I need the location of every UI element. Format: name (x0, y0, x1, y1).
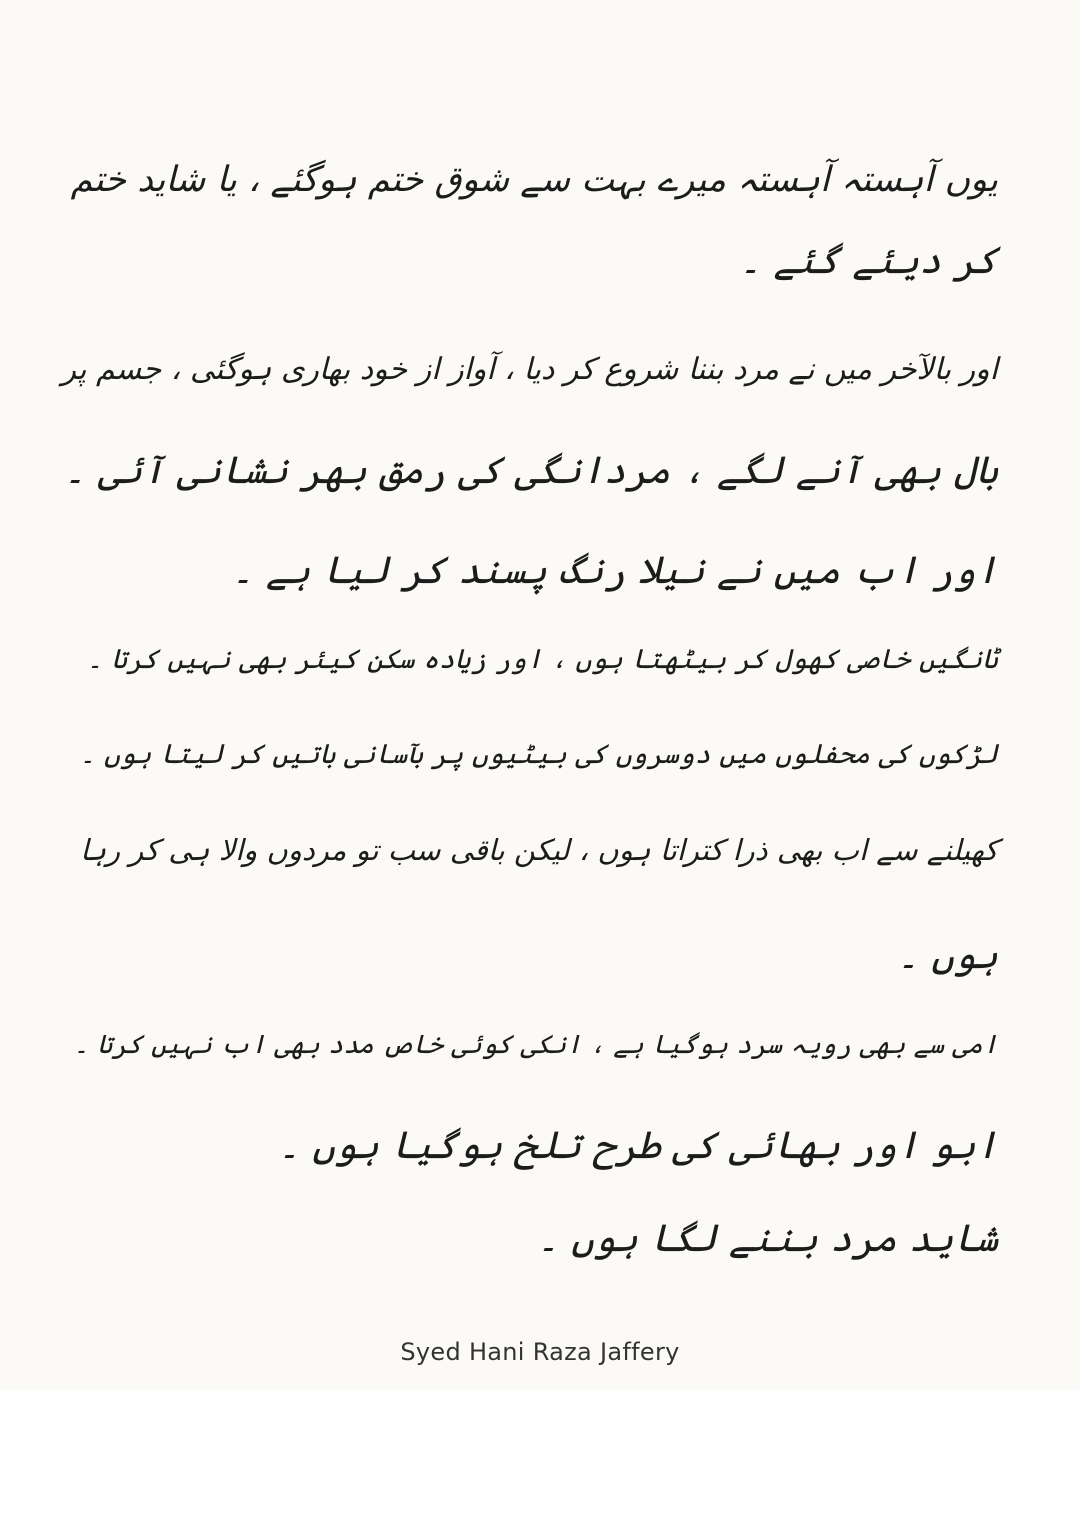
poem-line-7: لڑکوں کی محفلوں میں دوسروں کی بیٹیوں پر بآسانی باتیں کر لیتا ہوں ۔ (79, 739, 998, 770)
poem-line-8: کھیلنے سے اب بھی ذرا کتراتا ہوں ، لیکن باقی سب تو مردوں والا ہی کر رہا (80, 833, 998, 867)
poem-line-4: بال بھی آنے لگے ، مردانگی کی رمق بھر نشانی آئی ۔ (63, 448, 998, 492)
poem-line-9: ہوں ۔ (896, 933, 998, 977)
poem-line-1: یوں آہستہ آہستہ میرے بہت سے شوق ختم ہوگئے ، یا شاید ختم (70, 160, 998, 200)
poem-line-10: امی سے بھی رویہ سرد ہوگیا ہے ، انکی کوئی خاص مدد بھی اب نہیں کرتا ۔ (73, 1030, 998, 1060)
poem-line-6: ٹانگیں خاصی کھول کر بیٹھتا ہوں ، اور زیادہ سکن کیئر بھی نہیں کرتا ۔ (86, 644, 998, 675)
poem-line-11: ابو اور بھائی کی طرح تلخ ہوگیا ہوں ۔ (277, 1123, 998, 1167)
poem-line-12: شاید مرد بننے لگا ہوں ۔ (536, 1216, 998, 1260)
poem-line-2: کر دیئے گئے ۔ (739, 238, 998, 282)
poem-line-5: اور اب میں نے نیلا رنگ پسند کر لیا ہے ۔ (231, 548, 998, 592)
author-signature: Syed Hani Raza Jaffery (400, 1338, 680, 1366)
poem-line-3: اور بالآخر میں نے مرد بننا شروع کر دیا ، آواز از خود بھاری ہوگئی ، جسم پر (61, 352, 998, 387)
